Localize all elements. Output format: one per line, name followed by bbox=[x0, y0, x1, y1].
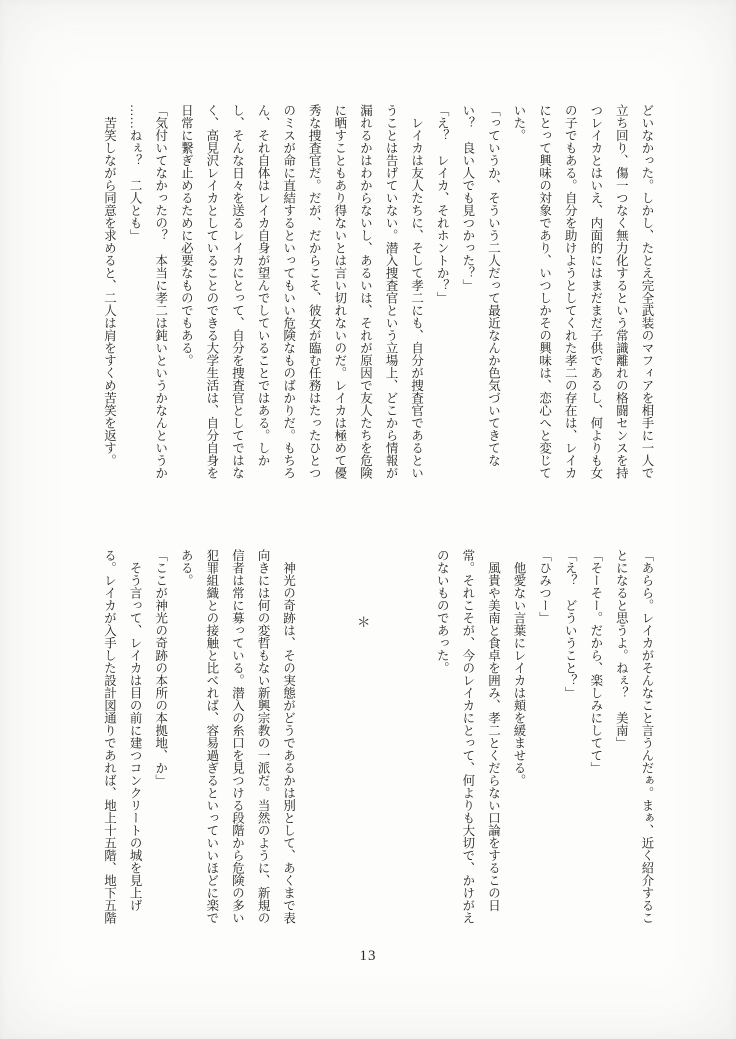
text-column: とになると思うよ。ねぇ？ 美南」 bbox=[614, 549, 629, 749]
text-column: にとって興味の対象であり、いつしかその興味は、恋心へと変じて bbox=[537, 104, 552, 479]
text-column: 立ち回り、傷一つなく無力化するという常識離れの格闘センスを持 bbox=[614, 104, 629, 479]
text-column: つレイカとはいえ、内面的にはまだまだ子供であるし、何よりも女 bbox=[588, 104, 603, 479]
text-column: ……ねぇ？ 二人とも」 bbox=[128, 104, 143, 242]
text-column: 「気付いてなかったの？ 本当に孝二は鈍いというかなんというか bbox=[153, 104, 168, 479]
text-column: ん、それ自体はレイカ自身が望んでしていることではある。しか bbox=[256, 104, 271, 467]
text-column: そう言って、レイカは目の前に建つコンクリートの城を見上げ bbox=[128, 549, 143, 912]
text-column: 「ひみつー」 bbox=[537, 549, 552, 624]
text-column: 「ここが神光の奇跡の本所の本拠地、か」 bbox=[153, 549, 168, 787]
text-column: のミスが命に直結するといってもいい危険なものばかりだ。もちろ bbox=[281, 104, 296, 479]
text-column: 他愛ない言葉にレイカは頬を緩ませる。 bbox=[512, 549, 527, 787]
text-column: 「え？ どういうこと？」 bbox=[563, 549, 578, 699]
text-column: 常。それこそが、今のレイカにとって、何よりも大切で、かけがえ bbox=[460, 549, 475, 924]
text-column: ある。 bbox=[179, 549, 194, 587]
text-column: 向きには何の変哲もない新興宗教の一派だ。当然のように、新規の bbox=[256, 549, 271, 924]
text-column: レイカは友人たちに、そして孝二にも、自分が捜査官であるとい bbox=[409, 104, 424, 479]
text-column: 信者は常に募っている。潜入の糸口を見つける段階から危険の多い bbox=[230, 549, 245, 924]
text-column: どいなかった。しかし、たとえ完全武装のマフィアを相手に一人で bbox=[640, 104, 654, 479]
top-text-block bbox=[96, 104, 659, 496]
text-column: 「そーそー。だから、楽しみにしてて」 bbox=[588, 549, 603, 774]
text-column: 「あらら。レイカがそんなこと言うんだぁ。まぁ、近く紹介するこ bbox=[640, 549, 654, 924]
text-column: のないものであった。 bbox=[435, 549, 450, 674]
text-column: 風貴や美南と食卓を囲み、孝二とくだらない口論をするこの日 bbox=[486, 549, 501, 912]
text-column: に晒すこともあり得ないとは言い切れないのだ。レイカは極めて優 bbox=[332, 104, 347, 479]
text-column: 「え？ レイカ、それホントか？」 bbox=[435, 104, 450, 304]
bottom-text-block bbox=[96, 549, 659, 941]
text-column: る。レイカが入手した設計図通りであれば、地上十五階、地下五階 bbox=[102, 549, 117, 924]
text-column: 犯罪組織との接触と比べれば、容易過ぎるといっていいほどに楽で bbox=[204, 549, 219, 924]
text-column: うことは告げていない。潜入捜査官という立場上、どこから情報が bbox=[384, 104, 399, 479]
page-number: 13 bbox=[359, 948, 377, 964]
text-column: く、高見沢レイカとしていることのできる大学生活は、自分自身を bbox=[204, 104, 219, 479]
text-column: 神光の奇跡は、その実態がどうであるかは別として、あくまで表 bbox=[281, 549, 296, 924]
text-column: の子でもある。自分を助けようとしてくれた孝二の存在は、レイカ bbox=[563, 104, 578, 479]
text-column: 苦笑しながら同意を求めると、二人は肩をすくめ苦笑を返す。 bbox=[102, 104, 117, 467]
text-column: い？ 良い人でも見つかった？」 bbox=[460, 104, 475, 292]
section-break-gap bbox=[301, 549, 429, 941]
text-column: 日常に繋ぎ止めるために必要なものでもある。 bbox=[179, 104, 194, 367]
section-divider: ＊ bbox=[357, 615, 371, 630]
text-column: いた。 bbox=[512, 104, 527, 142]
text-column: 秀な捜査官だ。だが、だからこそ、彼女が臨む任務はたったひとつ bbox=[307, 104, 322, 479]
text-column: し、そんな日々を送るレイカにとって、自分を捜査官としてではな bbox=[230, 104, 245, 479]
text-column: 「っていうか、そういう二人だって最近なんか色気づいてきてな bbox=[486, 104, 501, 467]
text-column: 漏れるかはわからないし、あるいは、それが原因で友人たちを危険 bbox=[358, 104, 373, 479]
